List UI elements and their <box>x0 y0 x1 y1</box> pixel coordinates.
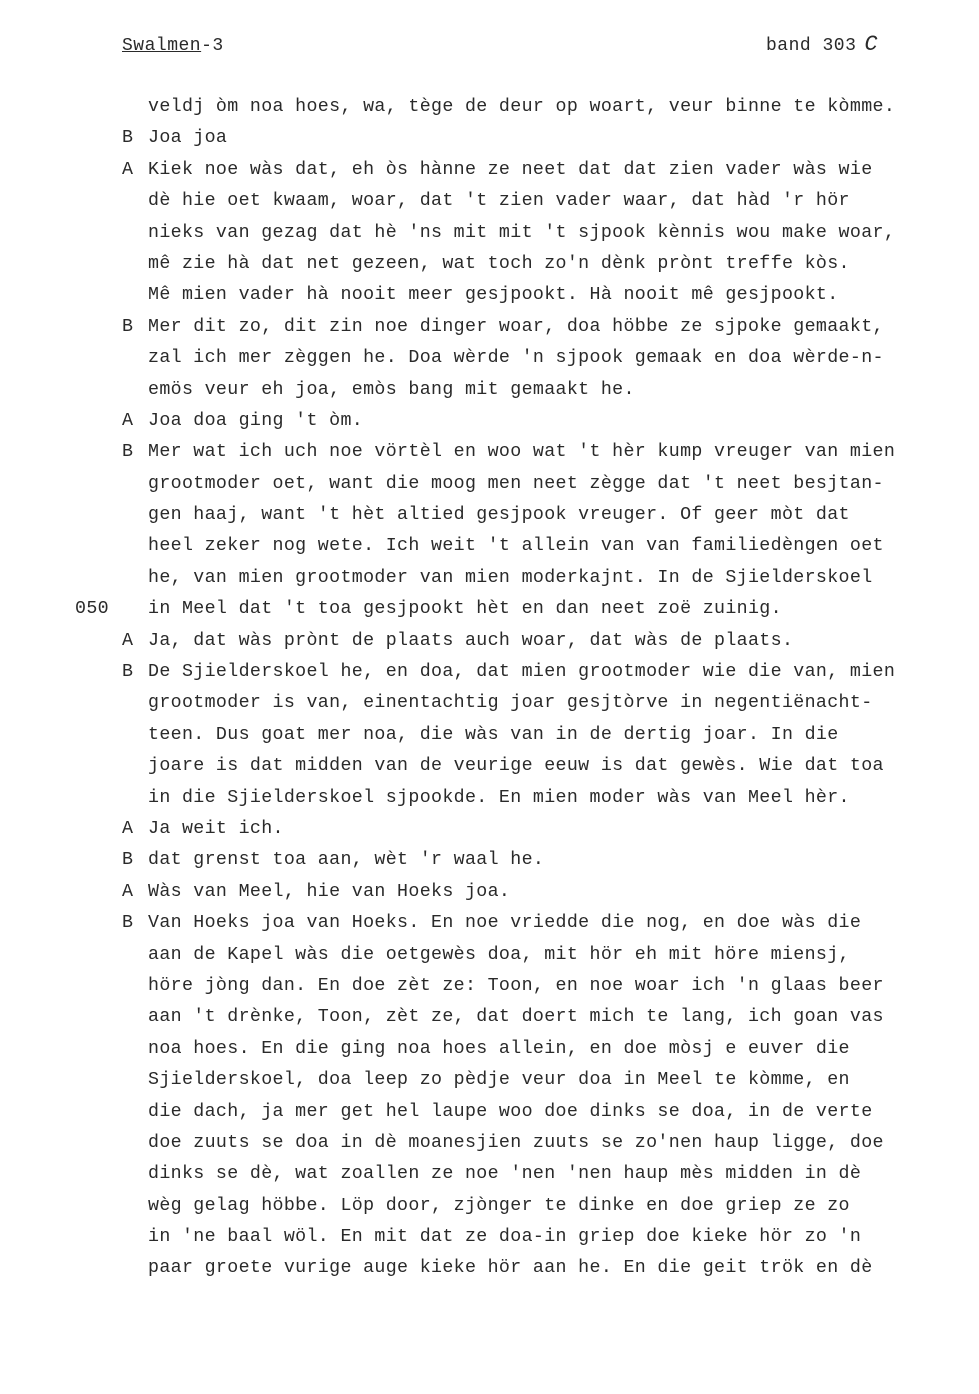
line-text: in Meel dat 't toa gesjpookt hèt en dan neet zoë zuinig. <box>148 599 782 620</box>
line-text: Van Hoeks joa van Hoeks. En noe vriedde die nog, en doe wàs die <box>148 913 862 934</box>
line-text: doe zuuts se doa in dè moanesjien zuuts se zo'nen haup ligge, doe <box>148 1132 884 1153</box>
transcript-line <box>0 155 979 186</box>
speaker-label: B <box>122 662 134 683</box>
transcript-line <box>0 657 979 688</box>
transcript-line <box>0 688 979 719</box>
transcript-line <box>0 280 979 311</box>
transcript-line <box>0 1128 979 1159</box>
transcript-line <box>0 186 979 217</box>
line-text: Ja, dat wàs prònt de plaats auch woar, dat wàs de plaats. <box>148 630 794 651</box>
transcript-line <box>0 845 979 876</box>
line-text: De Sjielderskoel he, en doa, dat mien grootmoder wie die van, mien <box>148 662 896 683</box>
speaker-label: B <box>122 442 134 463</box>
line-text: zal ich mer zèggen he. Doa wèrde 'n sjpook gemaak en doa wèrde-n- <box>148 348 884 369</box>
line-text: dat grenst toa aan, wèt 'r waal he. <box>148 850 545 871</box>
line-text: Mer wat ich uch noe vörtèl en woo wat 't hèr kump vreuger van mien <box>148 442 896 463</box>
transcript-line <box>0 123 979 154</box>
speaker-label: A <box>122 630 134 651</box>
line-text: paar groete vurige auge kieke hör aan he. En die geit trök en dè <box>148 1258 873 1279</box>
speaker-label: B <box>122 128 134 149</box>
line-text: mê zie hà dat net gezeen, wat toch zo'n dènk prònt treffe kòs. <box>148 253 850 274</box>
line-text: die dach, ja mer get hel laupe woo doe dinks se doa, in de verte <box>148 1101 873 1122</box>
transcript-line <box>0 814 979 845</box>
transcript-line <box>0 1065 979 1096</box>
transcript-line <box>0 406 979 437</box>
line-text: joare is dat midden van de veurige eeuw is dat gewès. Wie dat toa <box>148 756 884 777</box>
line-text: aan de Kapel wàs die oetgewès doa, mit hör eh mit höre miensj, <box>148 944 850 965</box>
header-location-number: -3 <box>201 36 224 56</box>
line-text: noa hoes. En die ging noa hoes allein, en doe mòsj e euver die <box>148 1038 850 1059</box>
line-text: in 'ne baal wöl. En mit dat ze doa-in griep doe kieke hör zo 'n <box>148 1227 862 1248</box>
transcript-line <box>0 626 979 657</box>
transcript-line <box>0 563 979 594</box>
line-text: dè hie oet kwaam, woar, dat 't zien vader waar, dat hàd 'r hör <box>148 191 850 212</box>
line-text: grootmoder oet, want die moog men neet zègge dat 't neet besjtan- <box>148 473 884 494</box>
transcript-line <box>0 531 979 562</box>
line-text: emös veur eh joa, emòs bang mit gemaakt he. <box>148 379 635 400</box>
transcript-line <box>0 437 979 468</box>
line-text: Joa doa ging 't òm. <box>148 410 364 431</box>
transcript-line <box>0 500 979 531</box>
transcript-line <box>0 218 979 249</box>
transcript-line <box>0 971 979 1002</box>
transcript-line <box>0 375 979 406</box>
line-text: Kiek noe wàs dat, eh òs hànne ze neet dat dat zien vader wàs wie <box>148 159 873 180</box>
line-text: in die Sjielderskoel sjpookde. En mien moder wàs van Meel hèr. <box>148 787 850 808</box>
transcript-line <box>0 1191 979 1222</box>
line-text: veldj òm noa hoes, wa, tège de deur op woart, veur binne te kòmme. <box>148 97 896 117</box>
line-text: gen haaj, want 't hèt altied gesjpook vreuger. Of geer mòt dat <box>148 505 850 526</box>
line-text: wèg gelag höbbe. Löp door, zjònger te dinke en doe griep ze zo <box>148 1195 850 1216</box>
line-text: heel zeker nog wete. Ich weit 't allein van van familiedèngen oet <box>148 536 884 557</box>
transcript-line <box>0 908 979 939</box>
speaker-label: A <box>122 410 134 431</box>
transcript-line <box>0 783 979 814</box>
line-text: teen. Dus goat mer noa, die wàs van in de dertig joar. In die <box>148 724 839 745</box>
transcript-line <box>0 594 979 625</box>
transcript-line <box>0 343 979 374</box>
line-text: Joa joa <box>148 128 228 149</box>
transcript-line <box>0 92 979 123</box>
transcript-line <box>0 1253 979 1284</box>
header-handwritten-mark: C <box>864 32 879 57</box>
speaker-label: B <box>122 316 134 337</box>
speaker-label: B <box>122 850 134 871</box>
transcript-body <box>0 92 979 1285</box>
speaker-label: B <box>122 913 134 934</box>
transcript-line <box>0 751 979 782</box>
line-text: Wàs van Meel, hie van Hoeks joa. <box>148 881 511 902</box>
speaker-label: A <box>122 881 134 902</box>
transcript-line <box>0 1159 979 1190</box>
speaker-label: A <box>122 159 134 180</box>
line-text: nieks van gezag dat hè 'ns mit mit 't sjpook kènnis wou make woar, <box>148 222 896 243</box>
transcript-line <box>0 469 979 500</box>
line-text: Sjielderskoel, doa leep zo pèdje veur doa in Meel te kòmme, en <box>148 1070 850 1091</box>
line-text: Mer dit zo, dit zin noe dinger woar, doa höbbe ze sjpoke gemaakt, <box>148 316 884 337</box>
line-text: grootmoder is van, einentachtig joar gesjtòrve in negentiënacht- <box>148 693 873 714</box>
transcript-line <box>0 940 979 971</box>
transcript-line <box>0 877 979 908</box>
transcript-line <box>0 1097 979 1128</box>
line-text: dinks se dè, wat zoallen ze noe 'nen 'nen haup mès midden in dè <box>148 1164 862 1185</box>
header-band-label: band 303 <box>766 36 857 56</box>
line-text: Mê mien vader hà nooit meer gesjpookt. Hà nooit mê gesjpookt. <box>148 285 839 306</box>
transcript-line <box>0 312 979 343</box>
transcript-line <box>0 720 979 751</box>
header-tape-reference <box>766 32 878 57</box>
line-text: höre jòng dan. En doe zèt ze: Toon, en noe woar ich 'n glaas beer <box>148 975 884 996</box>
line-number: 050 <box>75 599 109 620</box>
speaker-label: A <box>122 818 134 839</box>
transcript-line <box>0 249 979 280</box>
header-location <box>122 36 224 56</box>
line-text: he, van mien grootmoder van mien moderkajnt. In de Sjielderskoel <box>148 567 873 588</box>
transcript-line <box>0 1222 979 1253</box>
line-text: Ja weit ich. <box>148 818 284 839</box>
transcript-line <box>0 1034 979 1065</box>
line-text: aan 't drènke, Toon, zèt ze, dat doert mich te lang, ich goan vas <box>148 1007 884 1028</box>
transcript-line <box>0 1002 979 1033</box>
header-location-name: Swalmen <box>122 36 202 56</box>
